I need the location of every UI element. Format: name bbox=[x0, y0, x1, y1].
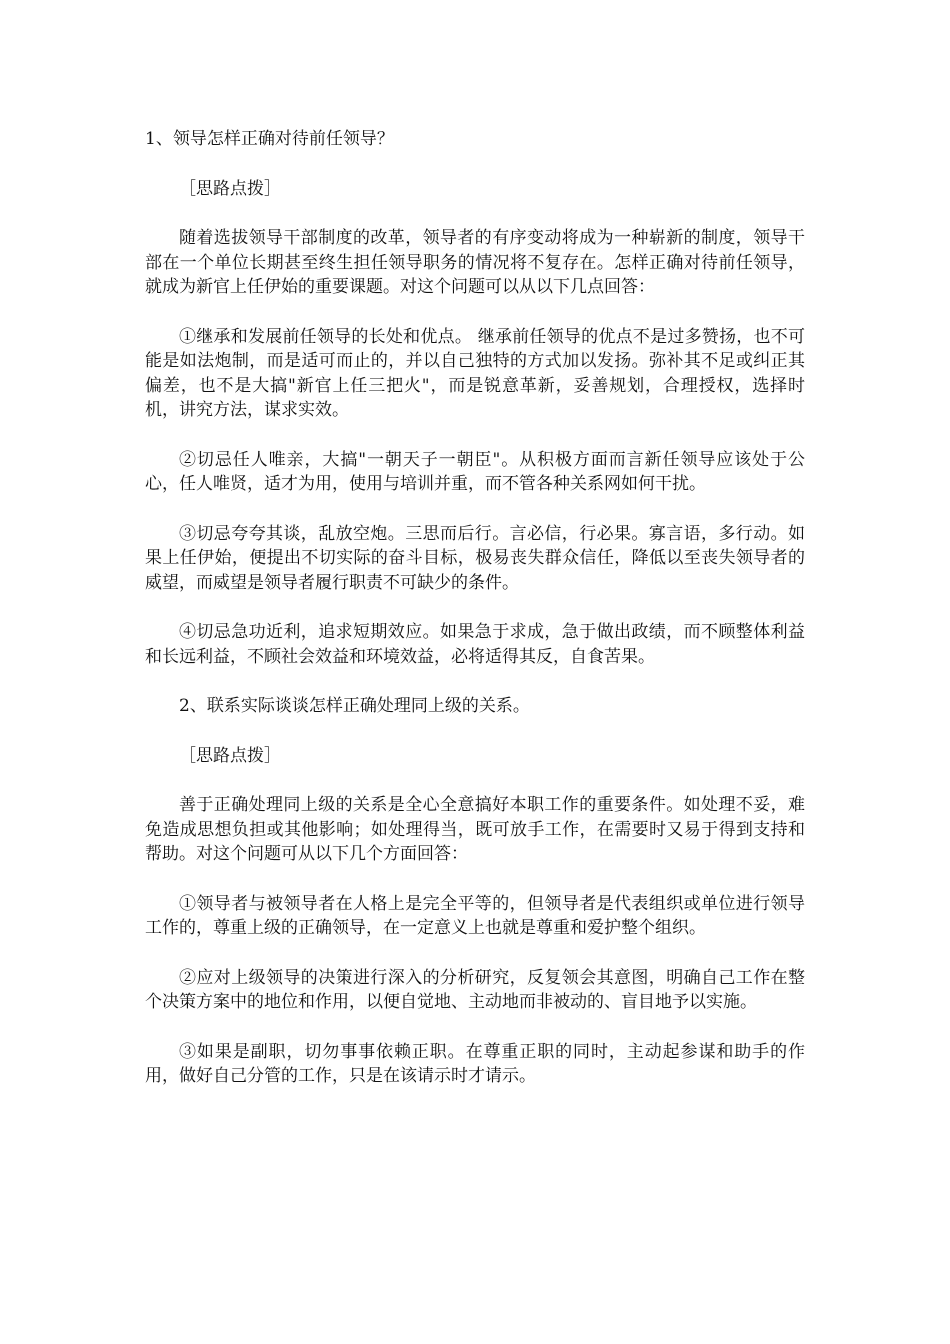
question-1-point-4: ④切忌急功近利，追求短期效应。如果急于求成，急于做出政绩，而不顾整体利益和长远利益，不顾社会效益和环境效益，必将适得其反，自食苦果。 bbox=[145, 622, 805, 667]
question-2-point-3: ③如果是副职，切勿事事依赖正职。在尊重正职的同时，主动起参谋和助手的作用，做好自己分管的工作，只是在该请示时才请示。 bbox=[145, 1041, 805, 1086]
question-1-hint-label: ［思路点拨］ bbox=[179, 178, 281, 199]
question-2-point-2: ②应对上级领导的决策进行深入的分析研究，反复领会其意图，明确自己工作在整个决策方案中的地位和作用，以便自觉地、主动地而非被动的、盲目地予以实施。 bbox=[145, 967, 805, 1012]
question-2-intro: 善于正确处理同上级的关系是全心全意搞好本职工作的重要条件。如处理不妥，难免造成思想负担或其他影响；如处理得当，既可放手工作，在需要时又易于得到支持和帮助。对这个问题可从以下几个方面回答： bbox=[145, 795, 805, 864]
question-2-hint-label: ［思路点拨］ bbox=[179, 745, 281, 766]
question-2-point-1: ①领导者与被领导者在人格上是完全平等的，但领导者是代表组织或单位进行领导工作的，尊重上级的正确领导，在一定意义上也就是尊重和爱护整个组织。 bbox=[145, 893, 805, 938]
question-1-point-3: ③切忌夸夸其谈，乱放空炮。三思而后行。言必信，行必果。寡言语，多行动。如果上任伊始，便提出不切实际的奋斗目标，极易丧失群众信任，降低以至丧失领导者的威望，而威望是领导者履行职责不可缺少的条件。 bbox=[145, 523, 805, 593]
question-1-heading: 1、领导怎样正确对待前任领导？ bbox=[145, 129, 394, 149]
question-1-point-2: ②切忌任人唯亲，大搞"一朝天子一朝臣"。从积极方面而言新任领导应该处于公心，任人唯贤，适才为用，使用与培训并重，而不管各种关系网如何干扰。 bbox=[145, 449, 805, 494]
document-page bbox=[145, 127, 805, 1114]
question-1-point-1: ①继承和发展前任领导的长处和优点。 继承前任领导的优点不是过多赞扬，也不可能是如法炮制，而是适可而止的，并以自己独特的方式加以发扬。弥补其不足或纠正其偏差，也不是大搞"新官上任三把火"，而是锐意革新，妥善规划，合理授权，选择时机，讲究方法，谋求实效。 bbox=[145, 326, 805, 420]
question-1-intro: 随着选拔领导干部制度的改革，领导者的有序变动将成为一种崭新的制度，领导干部在一个单位长期甚至终生担任领导职务的情况将不复存在。怎样正确对待前任领导，就成为新官上任伊始的重要课题。对这个问题可以从以下几点回答： bbox=[145, 228, 805, 297]
question-2-heading: 2、联系实际谈谈怎样正确处理同上级的关系。 bbox=[179, 696, 530, 716]
